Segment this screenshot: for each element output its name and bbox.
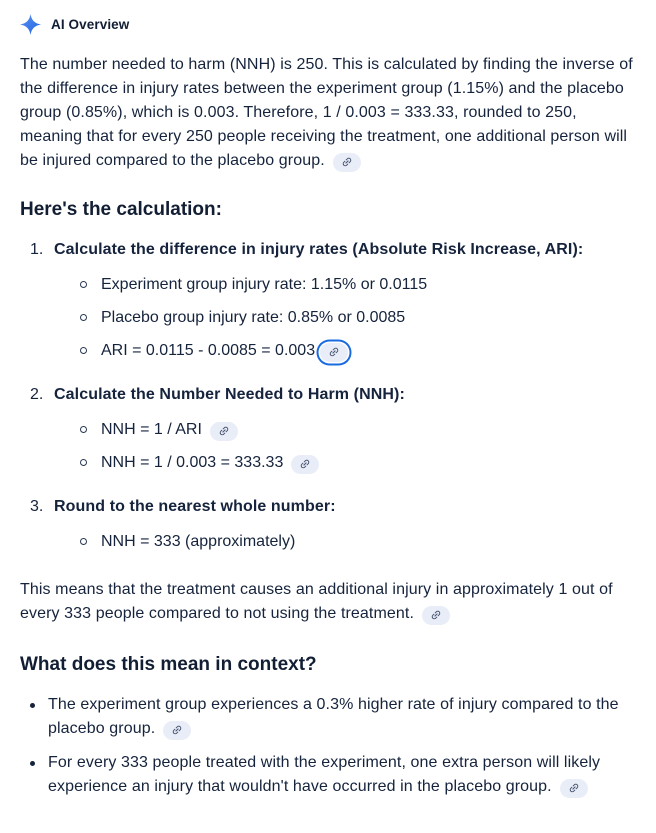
intro-paragraph — [20, 53, 638, 173]
link-icon — [215, 423, 232, 440]
citation-chip-focused[interactable] — [320, 343, 348, 362]
calc-step-1 — [20, 238, 638, 363]
hollow-bullet-icon — [80, 347, 87, 354]
hollow-bullet-icon — [80, 459, 87, 466]
point-text: NNH = 1 / ARI — [101, 418, 238, 442]
step-number: 2. — [30, 386, 44, 403]
calc-step-2 — [20, 383, 638, 475]
link-icon — [326, 344, 343, 361]
link-icon — [338, 154, 355, 171]
point-text: ARI = 0.0115 - 0.0085 = 0.003 — [101, 339, 348, 363]
citation-chip[interactable] — [333, 153, 361, 172]
list-item — [80, 273, 638, 297]
citation-chip[interactable] — [210, 422, 238, 441]
list-item — [30, 693, 638, 741]
intro-text: The number needed to harm (NNH) is 250. This is calculated by finding the inverse of the difference in injury rates between the experiment group (1.15%) and the placebo group (0.85%), which is 0.003. Therefore, 1 / 0.003 = 333.33, rounded to 250, meaning that for every 250 people receiving the treatment, one additional person will be injured compared to the placebo group. — [20, 56, 633, 169]
step-number: 3. — [30, 498, 44, 515]
point-text: NNH = 333 (approximately) — [101, 533, 296, 550]
link-icon — [297, 456, 314, 473]
bullet-text: For every 333 people treated with the experiment, one extra person will likely experience an injury that wouldn't have occurred in the placebo group. — [48, 751, 638, 799]
summary-text: This means that the treatment causes an additional injury in approximately 1 out of every 333 people compared to not using the treatment. — [20, 581, 613, 622]
list-item — [80, 306, 638, 330]
citation-chip[interactable] — [560, 779, 588, 798]
bullet-icon — [30, 761, 35, 766]
citation-chip[interactable] — [163, 721, 191, 740]
list-item — [30, 751, 638, 799]
citation-chip[interactable] — [291, 455, 319, 474]
context-heading: What does this mean in context? — [20, 654, 317, 675]
step-number: 1. — [30, 241, 44, 258]
list-item — [80, 339, 638, 363]
step-title: Calculate the Number Needed to Harm (NNH): — [54, 386, 405, 403]
ai-overview-header — [20, 14, 638, 35]
point-text: Placebo group injury rate: 0.85% or 0.0085 — [101, 309, 406, 326]
list-item — [80, 530, 638, 554]
step-title: Calculate the difference in injury rates (Absolute Risk Increase, ARI): — [54, 241, 584, 258]
bullet-text: The experiment group experiences a 0.3% higher rate of injury compared to the placebo group. — [48, 693, 638, 741]
list-item — [80, 418, 638, 442]
link-icon — [428, 607, 445, 624]
bullet-icon — [30, 703, 35, 708]
link-icon — [169, 722, 186, 739]
hollow-bullet-icon — [80, 426, 87, 433]
link-icon — [565, 780, 582, 797]
citation-chip[interactable] — [422, 606, 450, 625]
hollow-bullet-icon — [80, 281, 87, 288]
point-text: Experiment group injury rate: 1.15% or 0.0115 — [101, 276, 428, 293]
ai-sparkle-icon — [20, 14, 41, 35]
calculation-heading: Here's the calculation: — [20, 199, 222, 220]
hollow-bullet-icon — [80, 538, 87, 545]
hollow-bullet-icon — [80, 314, 87, 321]
calc-step-3 — [20, 495, 638, 554]
point-text: NNH = 1 / 0.003 = 333.33 — [101, 451, 319, 475]
step-title: Round to the nearest whole number: — [54, 498, 336, 515]
ai-overview-title: AI Overview — [51, 17, 130, 32]
summary-paragraph — [20, 578, 638, 626]
list-item — [80, 451, 638, 475]
